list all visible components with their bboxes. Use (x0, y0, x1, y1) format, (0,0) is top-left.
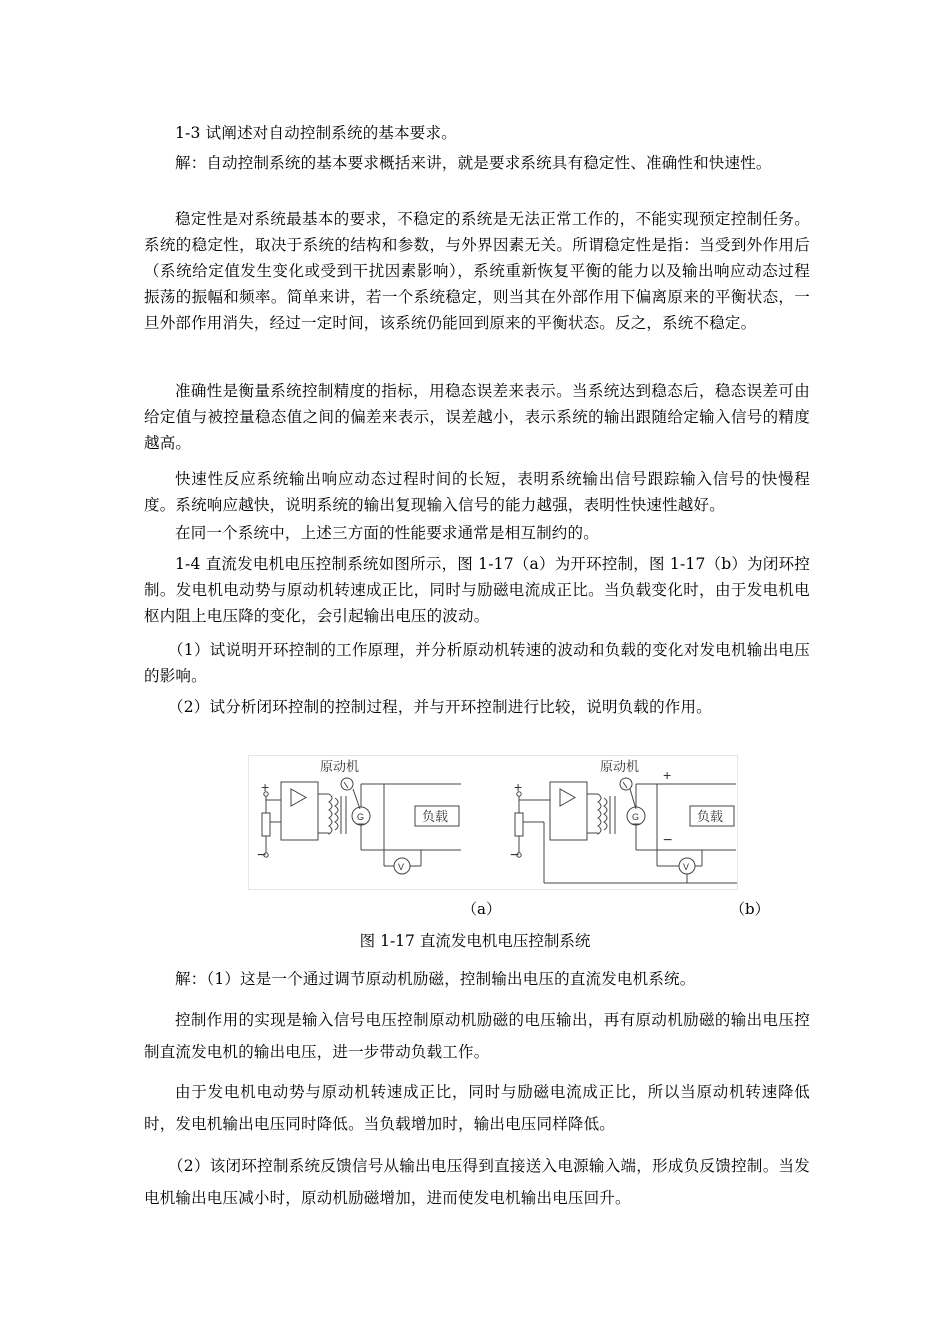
prime-mover-label-b: 原动机 (600, 759, 640, 774)
prime-mover-label-a: 原动机 (320, 759, 360, 774)
output-plus-sign: + (663, 767, 672, 783)
circuit-b (510, 759, 737, 883)
load-label-b: 负载 (697, 809, 724, 824)
figure-caption: 图 1-17 直流发电机电压控制系统 (359, 932, 591, 950)
coil-icon (335, 798, 338, 830)
minus-sign-a: − (257, 847, 267, 864)
question-1-3-answer: 解：自动控制系统的基本要求概括来讲，就是要求系统具有稳定性、准确性和快速性。 (175, 154, 772, 172)
load-label-a: 负载 (422, 809, 449, 824)
question-1-4-part2: （2）试分析闭环控制的控制过程，并与开环控制进行比较，说明负载的作用。 (168, 698, 712, 716)
amplifier-box (550, 782, 587, 840)
question-1-4-title: 1-4 直流发电机电压控制系统如图所示，图 1-17（a）为开环控制，图 1-17（b）为闭环控制。发电机电动势与原动机转速成正比，同时与励磁电流成正比。当负载变化时，由于发电机电枢内阻上电压降的变化，会引起输出电压的波动。 (144, 555, 810, 625)
plus-sign-b: + (514, 779, 523, 795)
potentiometer-icon (515, 813, 523, 836)
generator-label-a: G (357, 812, 365, 822)
question-1-4-part1: （1）试说明开环控制的工作原理，并分析原动机转速的波动和负载的变化对发电机输出电压的影响。 (144, 641, 810, 685)
solution-speed-load-effect: 由于发电机电动势与原动机转速成正比，同时与励磁电流成正比，所以当原动机转速降低时，发电机输出电压同时降低。当负载增加时，输出电压同样降低。 (144, 1083, 810, 1133)
stability-paragraph: 稳定性是对系统最基本的要求，不稳定的系统是无法正常工作的，不能实现预定控制任务。系统的稳定性，取决于系统的结构和参数，与外界因素无关。所谓稳定性是指：当受到外作用后（系统给定值发生变化或受到干扰因素影响），系统重新恢复平衡的能力以及输出响应动态过程振荡的振幅和频率。简单来讲，若一个系统稳定，则当其在外部作用下偏离原来的平衡状态，一旦外部作用消失，经过一定时间，该系统仍能回到原来的平衡状态。反之，系统不稳定。 (144, 210, 810, 332)
coil-icon (604, 798, 607, 830)
question-1-3-title: 1-3 试阐述对自动控制系统的基本要求。 (175, 124, 457, 142)
generator-label-b: G (632, 812, 640, 822)
minus-sign-b: − (510, 847, 520, 864)
amplifier-box (281, 782, 318, 840)
solution-part2: （2）该闭环控制系统反馈信号从输出电压得到直接送入电源输入端，形成负反馈控制。当发电机输出电压减小时，原动机励磁增加，进而使发电机输出电压回升。 (144, 1157, 810, 1207)
coil-icon (598, 794, 601, 834)
figure-label-a: （a） (462, 900, 501, 918)
solution-part1: 解：（1）这是一个通过调节原动机励磁，控制输出电压的直流发电机系统。 (175, 970, 696, 988)
potentiometer-icon (262, 813, 270, 836)
amplifier-icon (560, 789, 575, 806)
figure-1-17 (248, 755, 738, 890)
accuracy-paragraph: 准确性是衡量系统控制精度的指标，用稳态误差来表示。当系统达到稳态后，稳态误差可由给定值与被控量稳态值之间的偏差来表示，误差越小，表示系统的输出跟随给定输入信号的精度越高。 (144, 382, 810, 452)
prime-mover-icon (620, 778, 632, 790)
figure-label-b: （b） (730, 900, 770, 918)
coil-icon (329, 794, 332, 834)
output-minus-sign: − (663, 832, 673, 849)
circuit-a (257, 759, 461, 874)
prime-mover-icon (341, 778, 353, 790)
speed-paragraph: 快速性反应系统输出响应动态过程时间的长短，表明系统输出信号跟踪输入信号的快慢程度。系统响应越快，说明系统的输出复现输入信号的能力越强，表明性快速性越好。 (144, 470, 810, 514)
amplifier-icon (291, 789, 306, 806)
tradeoff-note: 在同一个系统中，上述三方面的性能要求通常是相互制约的。 (175, 524, 599, 542)
plus-sign-a: + (261, 779, 270, 795)
circuit-diagram (249, 756, 737, 889)
voltmeter-label-b: V (683, 862, 690, 872)
solution-control-explanation: 控制作用的实现是输入信号电压控制原动机励磁的电压输出，再有原动机励磁的输出电压控制直流发电机的输出电压，进一步带动负载工作。 (144, 1011, 810, 1061)
voltmeter-label-a: V (398, 862, 405, 872)
